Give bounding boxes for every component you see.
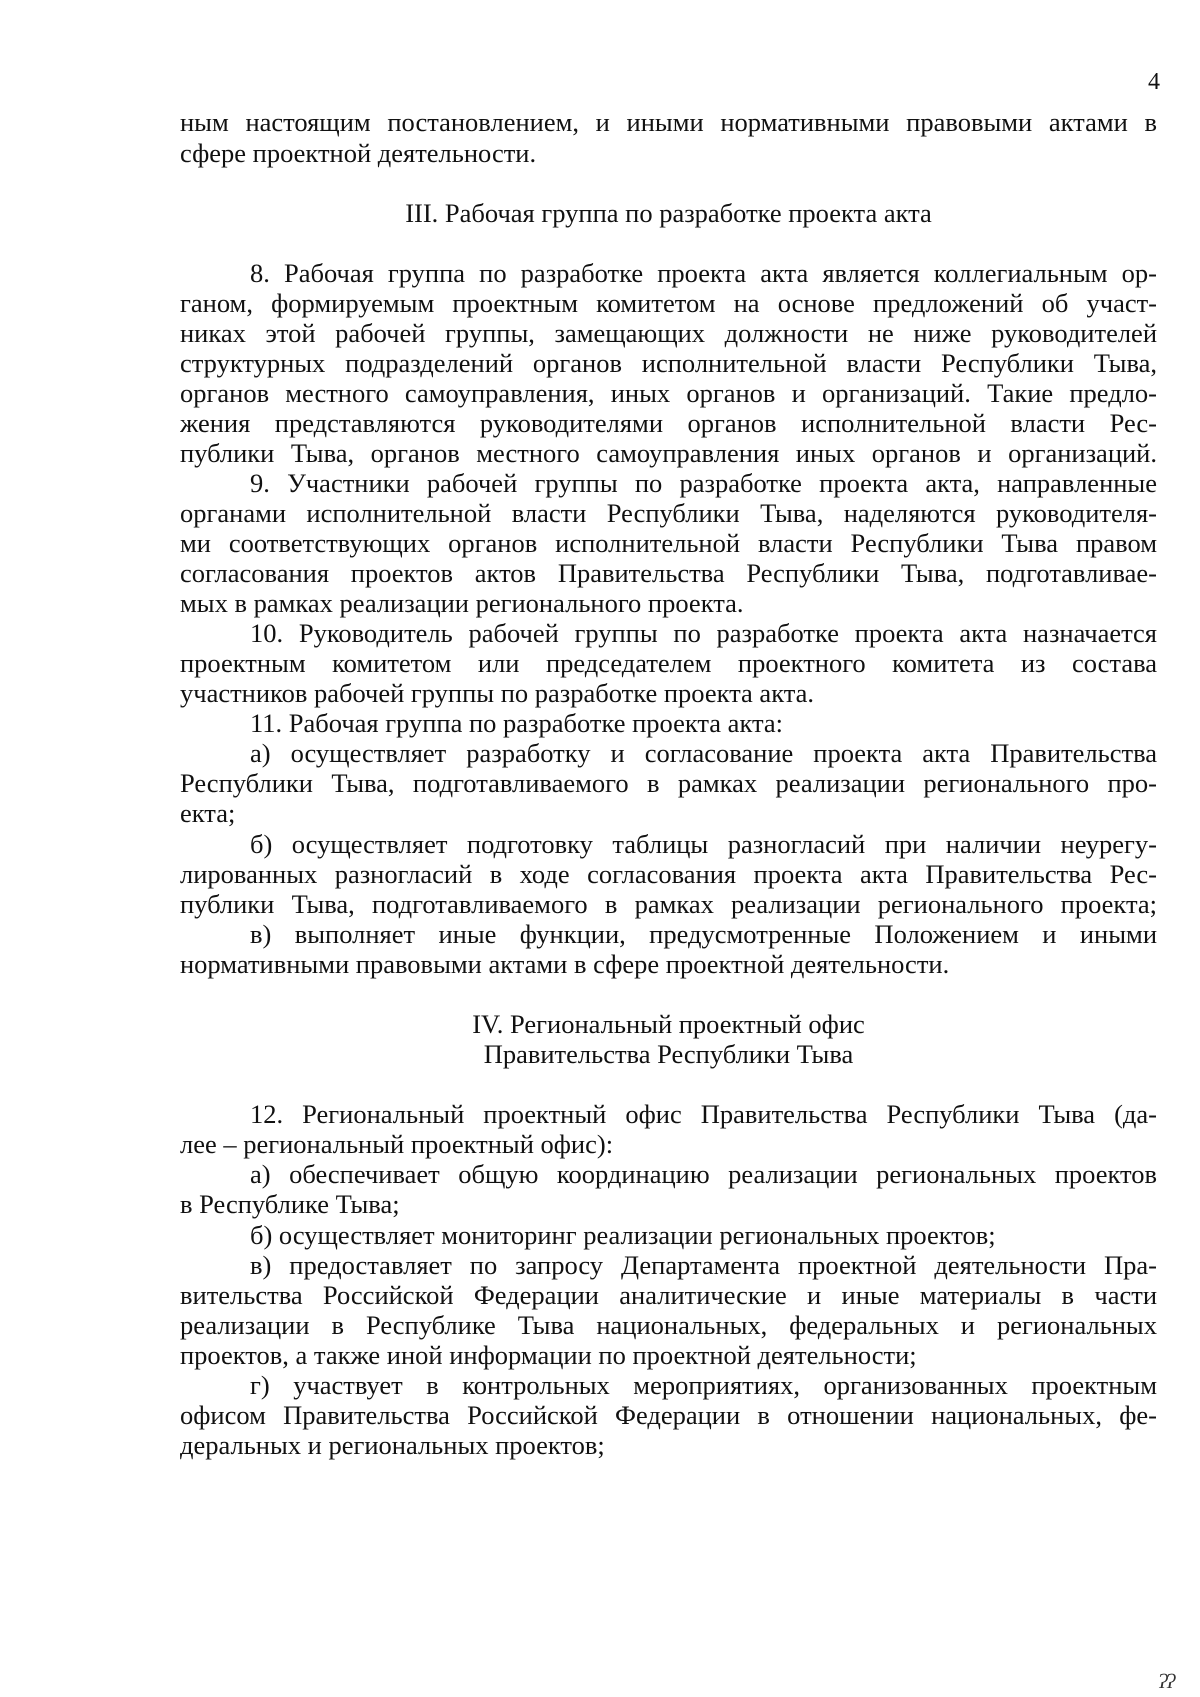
- paragraph-line: согласования проектов актов Правительства Республики Тыва, подготавливае-: [180, 558, 1157, 588]
- paragraph-line: участников рабочей группы по разработке проекта акта.: [180, 678, 815, 708]
- paragraph-line: проектов, а также иной информации по проектной деятельности;: [180, 1340, 917, 1370]
- paragraph-line: 11. Рабочая группа по разработке проекта акта:: [250, 708, 784, 738]
- paragraph-line: г) участвует в контрольных мероприятиях, организованных проектным: [250, 1370, 1157, 1400]
- paragraph-line: ганом, формируемым проектным комитетом на основе предложений об участ-: [180, 288, 1157, 318]
- section-heading: IV. Региональный проектный офис: [472, 1009, 865, 1039]
- paragraph-line: ми соответствующих органов исполнительной власти Республики Тыва правом: [180, 528, 1157, 558]
- paragraph-line: никах этой рабочей группы, замещающих должности не ниже руководителей: [180, 318, 1157, 348]
- paragraph-line: нормативными правовыми актами в сфере проектной деятельности.: [180, 949, 950, 979]
- paragraph-line: а) осуществляет разработку и согласование проекта акта Правительства: [250, 738, 1157, 768]
- paragraph-line: жения представляются руководителями органов исполнительной власти Рес-: [180, 408, 1157, 438]
- paragraph-line: 10. Руководитель рабочей группы по разработке проекта акта назначается: [250, 618, 1157, 648]
- section-heading: Правительства Республики Тыва: [483, 1039, 854, 1069]
- paragraph-line: 9. Участники рабочей группы по разработке проекта акта, направленные: [250, 468, 1157, 498]
- corner-mark: ɁɁ: [1158, 1671, 1174, 1693]
- paragraph-line: ным настоящим постановлением, и иными нормативными правовыми актами в: [180, 107, 1157, 137]
- section-heading: III. Рабочая группа по разработке проекта акта: [405, 198, 932, 228]
- paragraph-line: б) осуществляет мониторинг реализации региональных проектов;: [250, 1220, 996, 1250]
- paragraph-line: а) обеспечивает общую координацию реализации региональных проектов: [250, 1159, 1157, 1189]
- paragraph-line: б) осуществляет подготовку таблицы разногласий при наличии неурегу-: [250, 829, 1157, 859]
- paragraph-line: деральных и региональных проектов;: [180, 1430, 605, 1460]
- paragraph-line: сфере проектной деятельности.: [180, 138, 537, 168]
- paragraph-line: органов местного самоуправления, иных органов и организаций. Такие предло-: [180, 378, 1157, 408]
- paragraph-line: органами исполнительной власти Республики Тыва, наделяются руководителя-: [180, 498, 1157, 528]
- paragraph-line: публики Тыва, органов местного самоуправления иных органов и организаций.: [180, 438, 1157, 468]
- paragraph-line: екта;: [180, 798, 236, 828]
- paragraph-line: реализации в Республике Тыва национальных, федеральных и региональных: [180, 1310, 1157, 1340]
- paragraph-line: публики Тыва, подготавливаемого в рамках реализации регионального проекта;: [180, 889, 1157, 919]
- paragraph-line: 8. Рабочая группа по разработке проекта акта является коллегиальным ор-: [250, 258, 1157, 288]
- paragraph-line: в) предоставляет по запросу Департамента проектной деятельности Пра-: [250, 1250, 1157, 1280]
- paragraph-line: в Республике Тыва;: [180, 1189, 400, 1219]
- paragraph-line: офисом Правительства Российской Федерации в отношении национальных, фе-: [180, 1400, 1157, 1430]
- paragraph-line: мых в рамках реализации регионального проекта.: [180, 588, 744, 618]
- paragraph-line: вительства Российской Федерации аналитические и иные материалы в части: [180, 1280, 1157, 1310]
- paragraph-line: 12. Региональный проектный офис Правительства Республики Тыва (да-: [250, 1099, 1157, 1129]
- paragraph-line: лированных разногласий в ходе согласования проекта акта Правительства Рес-: [180, 859, 1157, 889]
- paragraph-line: проектным комитетом или председателем проектного комитета из состава: [180, 648, 1157, 678]
- paragraph-line: структурных подразделений органов исполнительной власти Республики Тыва,: [180, 348, 1157, 378]
- paragraph-line: лее – региональный проектный офис):: [180, 1129, 614, 1159]
- paragraph-line: Республики Тыва, подготавливаемого в рамках реализации регионального про-: [180, 768, 1157, 798]
- page-number: 4: [1148, 69, 1160, 95]
- paragraph-line: в) выполняет иные функции, предусмотренные Положением и иными: [250, 919, 1157, 949]
